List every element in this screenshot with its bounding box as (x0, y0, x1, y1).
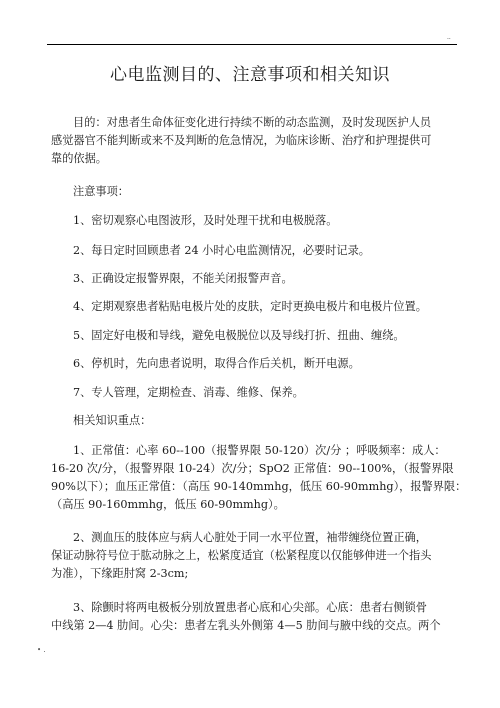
note-item (51, 212, 456, 230)
note-item-text: 4、定期观察患者粘贴电极片处的皮肤，定时更换电极片和电极片位置。 (73, 300, 427, 313)
knowledge-line: 中线第 2—4 肋间。心尖：患者左乳头外侧第 4—5 肋间与腋中线的交点。两个 (51, 619, 441, 632)
knowledge-paragraph (51, 599, 456, 635)
purpose-line: 靠的依据。 (51, 152, 107, 165)
knowledge-line: 为准），下缘距肘窝 2-3cm; (51, 567, 189, 580)
knowledge-paragraph (51, 442, 467, 514)
note-item (51, 270, 456, 288)
knowledge-heading (51, 412, 456, 430)
knowledge-line: 16-20 次/分，（报警界限 10-24）次/分；SpO2 正常值：90--100%，（报警界限 (51, 462, 454, 475)
purpose-paragraph (51, 114, 456, 168)
knowledge-line: 90%以下）；血压正常值：（高压 90-140mmhg，低压 60-90mmhg），报警界限： (51, 480, 467, 493)
note-item (51, 298, 456, 316)
knowledge-line: 1、正常值：心率 60--100（报警界限 50-120）次/分 ；呼吸频率：成人： (73, 444, 446, 457)
note-item (51, 384, 456, 402)
notes-heading (51, 183, 456, 201)
knowledge-line: 2、测血压的肢体应与病人心脏处于同一水平位置，袖带缠绕位置正确， (73, 531, 427, 544)
note-item (51, 242, 456, 260)
note-item-text: 6、停机时，先向患者说明，取得合作后关机，断开电源。 (73, 357, 360, 370)
note-item-text: 3、正确设定报警界限，不能关闭报警声音。 (73, 272, 293, 285)
knowledge-line: （高压 90-160mmhg，低压 60-90mmhg）。 (51, 498, 285, 511)
knowledge-line: 保证动脉符号位于肱动脉之上，松紧度适宜（松紧程度以仅能够伸进一个指头 (51, 549, 432, 562)
note-item-text: 2、每日定时回顾患者 24 小时心电监测情况，必要时记录。 (73, 244, 370, 257)
page-title: 心电监测目的、注意事项和相关知识 (110, 65, 390, 85)
header-rule (47, 44, 457, 45)
note-item-text: 1、密切观察心电图波形，及时处理干扰和电极脱落。 (73, 214, 338, 227)
footer-dots: • . (37, 646, 46, 654)
header-corner-mark: .. (447, 34, 451, 41)
knowledge-paragraph (51, 529, 456, 583)
note-item (51, 355, 456, 373)
purpose-line: 感觉器官不能判断或来不及判断的危急情况，为临床诊断、治疗和护理提供可 (51, 134, 432, 147)
purpose-line: 目的：对患者生命体征变化进行持续不断的动态监测，及时发现医护人员 (73, 116, 432, 129)
note-item (51, 327, 456, 345)
knowledge-line: 3、除颤时将两电极板分别放置患者心底和心尖部。心底：患者右侧锁骨 (73, 601, 427, 614)
knowledge-heading-text: 相关知识重点： (73, 414, 152, 427)
note-item-text: 7、专人管理，定期检查、消毒、维修、保养。 (73, 386, 304, 399)
notes-heading-text: 注意事项： (73, 185, 129, 198)
note-item-text: 5、固定好电极和导线，避免电极脱位以及导线打折、扭曲、缠绕。 (73, 329, 405, 342)
